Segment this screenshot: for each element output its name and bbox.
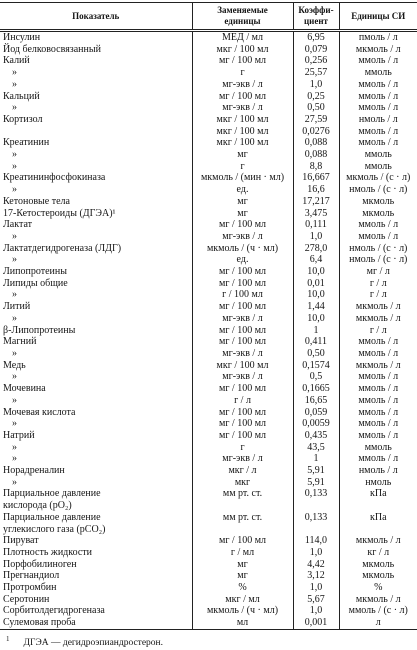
si-unit-cell: мкмоль / (с · л) [339, 172, 417, 184]
indicator-cell: Медь [3, 359, 26, 371]
coefficient-cell: 278,0 [293, 243, 339, 255]
table-row [0, 79, 417, 91]
coefficient-cell: 0,0276 [293, 126, 339, 138]
coefficient-cell: 0,133 [293, 488, 339, 511]
coefficient-cell: 114,0 [293, 535, 339, 547]
coefficient-cell: 0,5 [293, 371, 339, 383]
indicator-cell: Лактат [3, 219, 32, 231]
unit-cell: мг [192, 196, 293, 208]
table-row [0, 266, 417, 278]
si-unit-cell: мг / л [339, 266, 417, 278]
si-unit-cell: мкмоль / л [339, 44, 417, 56]
indicator-cell: Кальций [3, 90, 40, 102]
unit-cell: мкг / 100 мл [192, 360, 293, 372]
unit-cell: мкг / 100 мл [192, 137, 293, 149]
si-unit-cell: нмоль / л [339, 465, 417, 477]
si-unit-cell: л [339, 617, 417, 629]
document-page [0, 2, 417, 650]
table-row [0, 231, 417, 243]
unit-cell: мг [192, 149, 293, 161]
unit-cell: мг / 100 мл [192, 407, 293, 419]
indicator-cell: » [12, 67, 17, 79]
si-unit-cell: ммоль / л [339, 126, 417, 138]
si-unit-cell: ммоль [339, 67, 417, 79]
table-row [0, 55, 417, 67]
coefficient-cell: 0,001 [293, 617, 339, 629]
unit-cell: мг-экв / л [192, 313, 293, 325]
table-row [0, 278, 417, 290]
footnote-text: ДГЭА — дегидроэпиандростерон. [23, 638, 163, 649]
coefficient-cell: 16,6 [293, 184, 339, 196]
table-row [0, 126, 417, 138]
indicator-cell: » [12, 160, 17, 172]
unit-cell: мг / 100 мл [192, 336, 293, 348]
unit-cell: мм рт. ст. [192, 488, 293, 511]
coefficient-cell: 0,111 [293, 219, 339, 231]
table-row [0, 512, 417, 535]
si-unit-cell: мкмоль / л [339, 535, 417, 547]
table-row [0, 430, 417, 442]
indicator-cell: Липиды общие [3, 277, 68, 289]
si-unit-cell: ммоль / (с · л) [339, 605, 417, 617]
coefficient-cell: 8,8 [293, 161, 339, 173]
coefficient-cell: 3,12 [293, 570, 339, 582]
coefficient-cell: 5,91 [293, 477, 339, 489]
indicator-cell: Магний [3, 336, 37, 348]
table-row [0, 605, 417, 617]
unit-cell: мкмоль / (ч · мл) [192, 605, 293, 617]
indicator-cell: Мочевая кислота [3, 406, 76, 418]
table-body [0, 31, 417, 630]
si-unit-cell: мкмоль [339, 196, 417, 208]
table-row [0, 488, 417, 511]
indicator-cell: » [12, 371, 17, 383]
table-row [0, 243, 417, 255]
table-row [0, 149, 417, 161]
table-row [0, 559, 417, 571]
indicator-cell: Порфобилиноген [3, 558, 77, 570]
indicator-cell: Липопротеины [3, 266, 67, 278]
unit-cell: мг / 100 мл [192, 91, 293, 103]
table-row [0, 570, 417, 582]
si-unit-cell: ммоль [339, 149, 417, 161]
si-unit-cell: ммоль / л [339, 102, 417, 114]
table-row [0, 547, 417, 559]
coefficient-cell: 1,0 [293, 605, 339, 617]
coefficient-cell: 0,088 [293, 137, 339, 149]
unit-cell: мг / 100 мл [192, 383, 293, 395]
si-unit-cell: пмоль / л [339, 31, 417, 44]
indicator-cell: Натрий [3, 429, 35, 441]
unit-cell: мг / 100 мл [192, 266, 293, 278]
header-row [0, 3, 417, 31]
coefficient-cell: 0,1574 [293, 360, 339, 372]
coefficient-cell: 0,059 [293, 407, 339, 419]
table-row [0, 102, 417, 114]
si-unit-cell: ммоль [339, 442, 417, 454]
table-row [0, 395, 417, 407]
unit-cell: мкг / 100 мл [192, 114, 293, 126]
unit-cell: мг / 100 мл [192, 219, 293, 231]
si-unit-cell: ммоль / л [339, 91, 417, 103]
indicator-cell: » [12, 184, 17, 196]
si-unit-cell: ммоль / л [339, 336, 417, 348]
indicator-cell: Креатининфосфокиназа [3, 172, 106, 184]
si-unit-cell: кПа [339, 488, 417, 511]
unit-cell: мл [192, 617, 293, 629]
indicator-cell: Литий [3, 301, 31, 313]
si-unit-cell: ммоль / л [339, 453, 417, 465]
si-unit-cell: ммоль / л [339, 383, 417, 395]
unit-cell: мг [192, 570, 293, 582]
table-row [0, 418, 417, 430]
coefficient-cell: 0,50 [293, 348, 339, 360]
table-row [0, 325, 417, 337]
indicator-cell: Сулемовая проба [0, 617, 192, 629]
coefficient-cell: 0,088 [293, 149, 339, 161]
header-replaced-units: Заменяемые единицы [192, 3, 293, 31]
coefficient-cell: 1 [293, 325, 339, 337]
coefficient-cell: 17,217 [293, 196, 339, 208]
si-unit-cell: мкмоль [339, 570, 417, 582]
unit-cell: ед. [192, 254, 293, 266]
table-row [0, 465, 417, 477]
indicator-cell: Сорбитолдегидрогеназа [3, 605, 105, 617]
table-row [0, 219, 417, 231]
table-row [0, 617, 417, 629]
table-row [0, 44, 417, 56]
indicator-cell: » [12, 476, 17, 488]
indicator-cell: » [12, 312, 17, 324]
unit-cell: г / мл [192, 547, 293, 559]
si-unit-cell: ммоль / л [339, 407, 417, 419]
coefficient-cell: 1,0 [293, 79, 339, 91]
unit-cell: мг [192, 208, 293, 220]
table-row [0, 196, 417, 208]
coefficient-cell: 1,44 [293, 301, 339, 313]
indicator-cell: β-Липопротеины [3, 324, 76, 336]
table-row [0, 313, 417, 325]
table-row [0, 383, 417, 395]
indicator-cell: Инсулин [3, 32, 41, 43]
indicator-cell: Парциальное давление кислорода (pO₂) [3, 488, 101, 512]
coefficient-cell: 0,079 [293, 44, 339, 56]
si-unit-cell: ммоль / л [339, 430, 417, 442]
unit-cell: мг-экв / л [192, 371, 293, 383]
si-unit-cell: мкмоль [339, 208, 417, 220]
table-row [0, 172, 417, 184]
unit-cell: мг / 100 мл [192, 430, 293, 442]
si-unit-cell: г / л [339, 278, 417, 290]
table-row [0, 301, 417, 313]
si-unit-cell: нмоль [339, 477, 417, 489]
unit-cell: г [192, 67, 293, 79]
table-header [0, 3, 417, 31]
si-unit-cell: мкмоль / л [339, 313, 417, 325]
table-row [0, 208, 417, 220]
coefficient-cell: 1,0 [293, 582, 339, 594]
indicator-cell: Прегнандиол [3, 570, 60, 582]
table-row [0, 477, 417, 489]
indicator-cell: Лактатдегидрогеназа (ЛДГ) [3, 242, 122, 254]
unit-cell: г / 100 мл [192, 289, 293, 301]
table-row [0, 442, 417, 454]
unit-cell: мг / 100 мл [192, 535, 293, 547]
coefficient-cell: 0,1665 [293, 383, 339, 395]
coefficient-cell: 43,5 [293, 442, 339, 454]
unit-cell: г [192, 161, 293, 173]
si-unit-cell: ммоль [339, 161, 417, 173]
indicator-cell: 17-Кетостероиды (ДГЭА)¹ [3, 207, 116, 219]
indicator-cell: » [12, 441, 17, 453]
table-row [0, 114, 417, 126]
si-unit-cell: нмоль / л [339, 114, 417, 126]
unit-cell: г [192, 442, 293, 454]
coefficient-cell: 4,42 [293, 559, 339, 571]
indicator-cell: » [12, 418, 17, 430]
si-unit-cell: кг / л [339, 547, 417, 559]
indicator-cell: Креатинин [3, 137, 50, 149]
indicator-cell: Йод белковосвязанный [3, 43, 101, 55]
coefficient-cell: 6,4 [293, 254, 339, 266]
header-si-units: Единицы СИ [339, 3, 417, 31]
unit-cell: мг / 100 мл [192, 278, 293, 290]
table-row [0, 407, 417, 419]
indicator-cell: Плотность жидкости [3, 546, 93, 558]
table-row [0, 582, 417, 594]
coefficient-cell: 0,411 [293, 336, 339, 348]
indicator-cell: Калий [3, 55, 30, 67]
coefficient-cell: 3,475 [293, 208, 339, 220]
si-unit-cell: ммоль / л [339, 79, 417, 91]
table-row [0, 453, 417, 465]
indicator-cell: Протромбин [3, 582, 57, 594]
si-unit-cell: % [339, 582, 417, 594]
unit-cell: мг / 100 мл [192, 55, 293, 67]
coefficient-cell: 1,0 [293, 231, 339, 243]
unit-cell: мг-экв / л [192, 348, 293, 360]
coefficient-cell: 5,91 [293, 465, 339, 477]
unit-cell: ед. [192, 184, 293, 196]
unit-cell: мкг / 100 мл [192, 126, 293, 138]
coefficient-cell: 10,0 [293, 289, 339, 301]
unit-cell: мкг / 100 мл [192, 44, 293, 56]
unit-cell: % [192, 582, 293, 594]
coefficient-cell: 25,57 [293, 67, 339, 79]
coefficient-cell: 10,0 [293, 313, 339, 325]
coefficient-cell: 16,667 [293, 172, 339, 184]
si-unit-cell: ммоль / л [339, 348, 417, 360]
coefficient-cell: 1,0 [293, 547, 339, 559]
si-unit-cell: ммоль / л [339, 395, 417, 407]
coefficient-cell: 16,65 [293, 395, 339, 407]
table-row [0, 254, 417, 266]
si-unit-cell: ммоль / л [339, 137, 417, 149]
indicator-cell: » [12, 102, 17, 114]
coefficient-cell: 0,435 [293, 430, 339, 442]
footnote-mark: 1 [6, 634, 10, 643]
indicator-cell: » [12, 347, 17, 359]
si-unit-cell: мкмоль / л [339, 301, 417, 313]
unit-cell: мкг [192, 477, 293, 489]
si-unit-cell: нмоль / (с · л) [339, 184, 417, 196]
indicator-cell: Серотонин [3, 593, 50, 605]
unit-cell: мг-экв / л [192, 79, 293, 91]
unit-cell: мкг / л [192, 465, 293, 477]
header-coefficient: Коэффи- циент [293, 3, 339, 31]
si-unit-cell: нмоль / (с · л) [339, 254, 417, 266]
unit-cell: мг / 100 мл [192, 325, 293, 337]
footnote [0, 634, 417, 649]
indicator-cell: » [12, 453, 17, 465]
indicator-cell: Парциальное давление углекислого газа (pCO₂) [3, 511, 106, 535]
si-unit-cell: ммоль / л [339, 418, 417, 430]
table-row [0, 594, 417, 606]
conversion-table [0, 2, 417, 630]
unit-cell: мг-экв / л [192, 102, 293, 114]
indicator-cell: Кортизол [3, 113, 43, 125]
table-row [0, 336, 417, 348]
indicator-cell: Мочевина [3, 383, 46, 395]
unit-cell: мг-экв / л [192, 231, 293, 243]
header-indicator: Показатель [0, 3, 192, 31]
unit-cell: мкмоль / (мин · мл) [192, 172, 293, 184]
coefficient-cell: 0,0059 [293, 418, 339, 430]
coefficient-cell: 1 [293, 453, 339, 465]
indicator-cell: Пируват [3, 535, 39, 547]
si-unit-cell: нмоль / (с · л) [339, 243, 417, 255]
unit-cell: мм рт. ст. [192, 512, 293, 535]
coefficient-cell: 0,256 [293, 55, 339, 67]
coefficient-cell: 6,95 [293, 31, 339, 44]
unit-cell: г / л [192, 395, 293, 407]
table-row [0, 31, 417, 44]
si-unit-cell: г / л [339, 289, 417, 301]
indicator-cell: » [12, 394, 17, 406]
unit-cell: мкмоль / (ч · мл) [192, 243, 293, 255]
coefficient-cell: 0,133 [293, 512, 339, 535]
coefficient-cell: 27,59 [293, 114, 339, 126]
si-unit-cell: мкмоль [339, 559, 417, 571]
table-row [0, 348, 417, 360]
table-row [0, 360, 417, 372]
coefficient-cell: 0,01 [293, 278, 339, 290]
coefficient-cell: 0,25 [293, 91, 339, 103]
indicator-cell: » [12, 254, 17, 266]
si-unit-cell: ммоль / л [339, 371, 417, 383]
coefficient-cell: 10,0 [293, 266, 339, 278]
unit-cell: мг-экв / л [192, 453, 293, 465]
indicator-cell: » [12, 78, 17, 90]
si-unit-cell: ммоль / л [339, 219, 417, 231]
unit-cell: мг / 100 мл [192, 418, 293, 430]
si-unit-cell: г / л [339, 325, 417, 337]
indicator-cell: » [12, 289, 17, 301]
si-unit-cell: ммоль / л [339, 55, 417, 67]
indicator-cell: » [12, 230, 17, 242]
unit-cell: мг / 100 мл [192, 301, 293, 313]
unit-cell: мг [192, 559, 293, 571]
table-row [0, 161, 417, 173]
si-unit-cell: мкмоль / л [339, 360, 417, 372]
table-row [0, 535, 417, 547]
coefficient-cell: 5,67 [293, 594, 339, 606]
table-row [0, 67, 417, 79]
si-unit-cell: ммоль / л [339, 231, 417, 243]
table-row [0, 289, 417, 301]
indicator-cell: Кетоновые тела [3, 195, 70, 207]
si-unit-cell: кПа [339, 512, 417, 535]
indicator-cell [0, 126, 192, 138]
table-row [0, 137, 417, 149]
table-row [0, 371, 417, 383]
table-row [0, 184, 417, 196]
indicator-cell: Норадреналин [3, 465, 65, 477]
unit-cell: МЕД / мл [192, 31, 293, 44]
si-unit-cell: мкмоль / л [339, 594, 417, 606]
indicator-cell: » [12, 149, 17, 161]
table-row [0, 91, 417, 103]
coefficient-cell: 0,50 [293, 102, 339, 114]
unit-cell: мкг / мл [192, 594, 293, 606]
